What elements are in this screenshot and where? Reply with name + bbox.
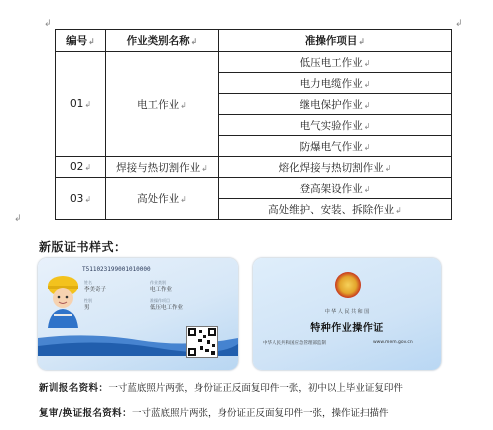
national-emblem-icon bbox=[335, 272, 361, 298]
row-item: 电气实验作业↲ bbox=[219, 115, 452, 136]
card-country: 中 华 人 民 共 和 国 bbox=[324, 309, 370, 315]
row-item: 登高架设作业↲ bbox=[219, 178, 452, 199]
row-category-02: 焊接与热切割作业↲ bbox=[106, 157, 219, 178]
card-footer-url: www.mem.gov.cn bbox=[373, 340, 413, 345]
corner-mark-left: ↲ bbox=[44, 19, 52, 29]
row-item: 防爆电气作业↲ bbox=[219, 136, 452, 157]
paragraph-mark: ↲ bbox=[14, 214, 22, 224]
section-title: 新版证书样式： bbox=[39, 240, 127, 254]
table-row bbox=[56, 52, 452, 73]
requirement-title: 新训报名资料： bbox=[39, 383, 109, 394]
qr-code-icon bbox=[186, 326, 218, 358]
header-id: 编号↲ bbox=[56, 30, 106, 52]
row-id-02: 02↲ bbox=[56, 157, 106, 178]
card-item: 低压电工作业 bbox=[150, 305, 184, 311]
label-gender: 性别 bbox=[84, 298, 92, 303]
header-item: 准操作项目↲ bbox=[219, 30, 452, 52]
new-training-requirements bbox=[39, 380, 403, 394]
certificate-front-image bbox=[38, 258, 238, 370]
worker-avatar-icon bbox=[46, 274, 80, 328]
card-back-title: 特种作业操作证 bbox=[310, 323, 384, 334]
card-footer-issuer: 中华人民共和国应急管理部监制 bbox=[263, 341, 326, 346]
requirement-text: 一寸蓝底照片两张，身份证正反面复印件一张，初中以上毕业证复印件 bbox=[108, 383, 403, 394]
label-item: 准操作项目 bbox=[150, 298, 170, 303]
card-name: 李美奇子 bbox=[84, 287, 107, 293]
requirement-title: 复审/换证报名资料： bbox=[39, 408, 132, 419]
row-category-01: 电工作业↲ bbox=[106, 52, 219, 157]
card-category: 电工作业 bbox=[150, 287, 173, 293]
row-item: 熔化焊接与热切割作业↲ bbox=[219, 157, 452, 178]
table-row bbox=[56, 178, 452, 199]
label-category: 作业类别 bbox=[150, 280, 166, 285]
card-serial: T511023199001010000 bbox=[82, 266, 151, 273]
table-row bbox=[56, 157, 452, 178]
certificate-back-image bbox=[253, 258, 441, 370]
row-item: 高处维护、安装、拆除作业↲ bbox=[219, 199, 452, 220]
work-category-table bbox=[55, 29, 452, 220]
label-name: 姓名 bbox=[84, 280, 92, 285]
header-category: 作业类别名称↲ bbox=[106, 30, 219, 52]
requirement-text: 一寸蓝底照片两张，身份证正反面复印件一张，操作证扫描件 bbox=[131, 408, 389, 419]
row-category-03: 高处作业↲ bbox=[106, 178, 219, 220]
card-gender: 男 bbox=[84, 305, 90, 311]
row-item: 低压电工作业↲ bbox=[219, 52, 452, 73]
row-id-03: 03↲ bbox=[56, 178, 106, 220]
table-header-row bbox=[56, 30, 452, 52]
row-item: 电力电缆作业↲ bbox=[219, 73, 452, 94]
row-id-01: 01↲ bbox=[56, 52, 106, 157]
corner-mark-right: ↲ bbox=[455, 19, 463, 29]
renewal-requirements bbox=[39, 405, 389, 419]
row-item: 继电保护作业↲ bbox=[219, 94, 452, 115]
